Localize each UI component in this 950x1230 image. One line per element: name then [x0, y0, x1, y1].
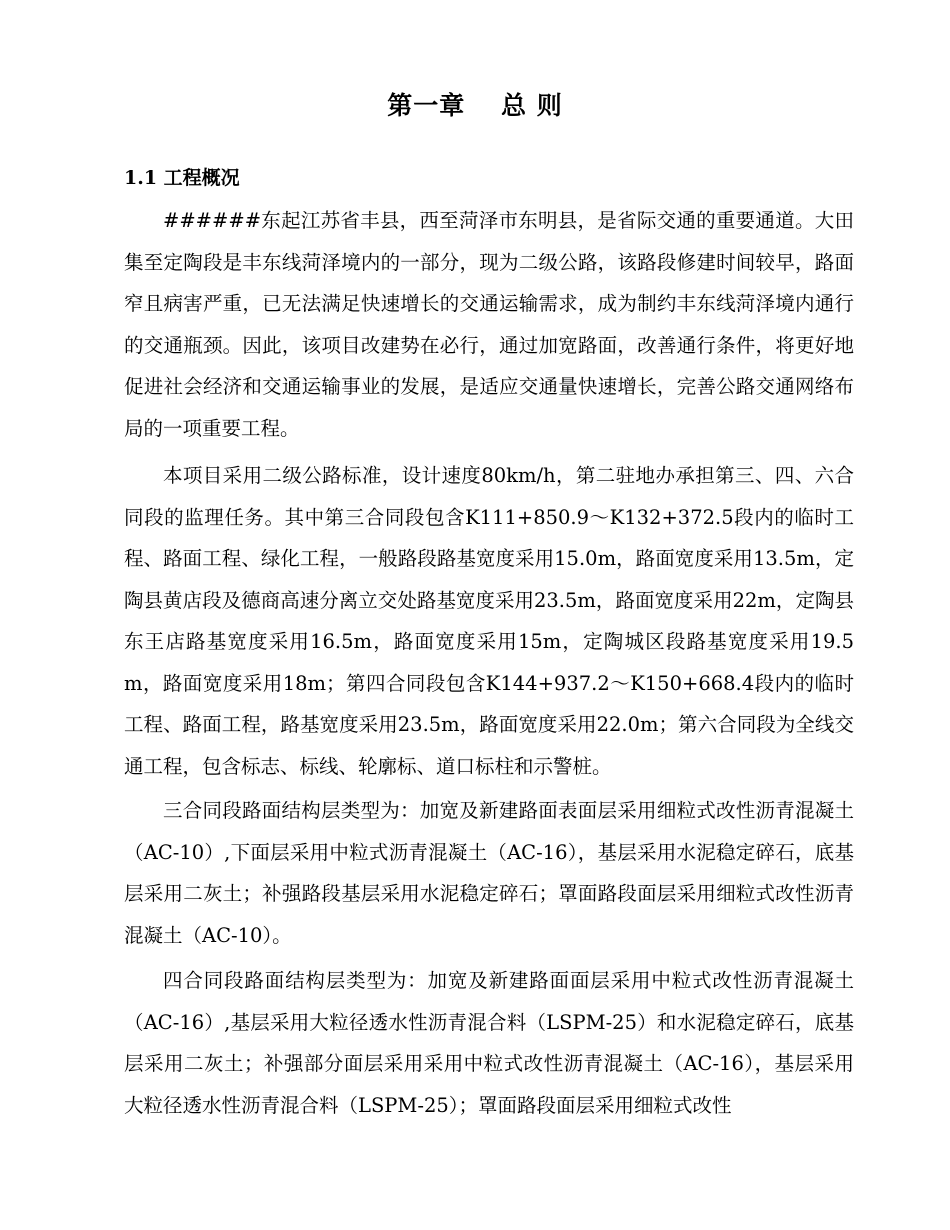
paragraph-contract-four-structure: 四合同段路面结构层类型为：加宽及新建路面面层采用中粒式改性沥青混凝土（AC-16）,基层采用大粒径透水性沥青混合料（LSPM-25）和水泥稳定碎石，底基层采用二灰土；补强部分面层采用采用中粒式改性沥青混凝土（AC-16），基层采用大粒径透水性沥青混合料（LSPM-25）；罩面路段面层采用细粒式改性 [124, 969, 854, 1117]
paragraph-contract-three-structure: 三合同段路面结构层类型为：加宽及新建路面表面层采用细粒式改性沥青混凝土（AC-10）,下面层采用中粒式沥青混凝土（AC-16），基层采用水泥稳定碎石，底基层采用二灰土；补强路段基层采用水泥稳定碎石；罩面路段面层采用细粒式改性沥青混凝土（AC-10）。 [124, 799, 854, 947]
body-text [124, 200, 854, 1126]
section-title: 1.1 工程概况 [124, 167, 240, 189]
chapter-title: 第一章 总 则 [387, 91, 563, 120]
paragraph-overview: ######东起江苏省丰县，西至菏泽市东明县，是省际交通的重要通道。大田集至定陶段是丰东线菏泽境内的一部分，现为二级公路，该路段修建时间较早，路面窄且病害严重，已无法满足快速增长的交通运输需求，成为制约丰东线菏泽境内通行的交通瓶颈。因此，该项目改建势在必行，通过加宽路面，改善通行条件，将更好地促进社会经济和交通运输事业的发展，是适应交通量快速增长，完善公路交通网络布局的一项重要工程。 [124, 209, 854, 440]
paragraph-project-standard: 本项目采用二级公路标准，设计速度80km/h，第二驻地办承担第三、四、六合同段的监理任务。其中第三合同段包含K111+850.9～K132+372.5段内的临时工程、路面工程、绿化工程，一般路段路基宽度采用15.0m，路面宽度采用13.5m，定陶县黄店段及德商高速分离立交处路基宽度采用23.5m，路面宽度采用22m，定陶县东王店路基宽度采用16.5m，路面宽度采用15m，定陶城区段路基宽度采用19.5m，路面宽度采用18m；第四合同段包含K144+937.2～K150+668.4段内的临时工程、路面工程，路基宽度采用23.5m，路面宽度采用22.0m；第六合同段为全线交通工程，包含标志、标线、轮廓标、道口标柱和示警桩。 [124, 464, 854, 778]
